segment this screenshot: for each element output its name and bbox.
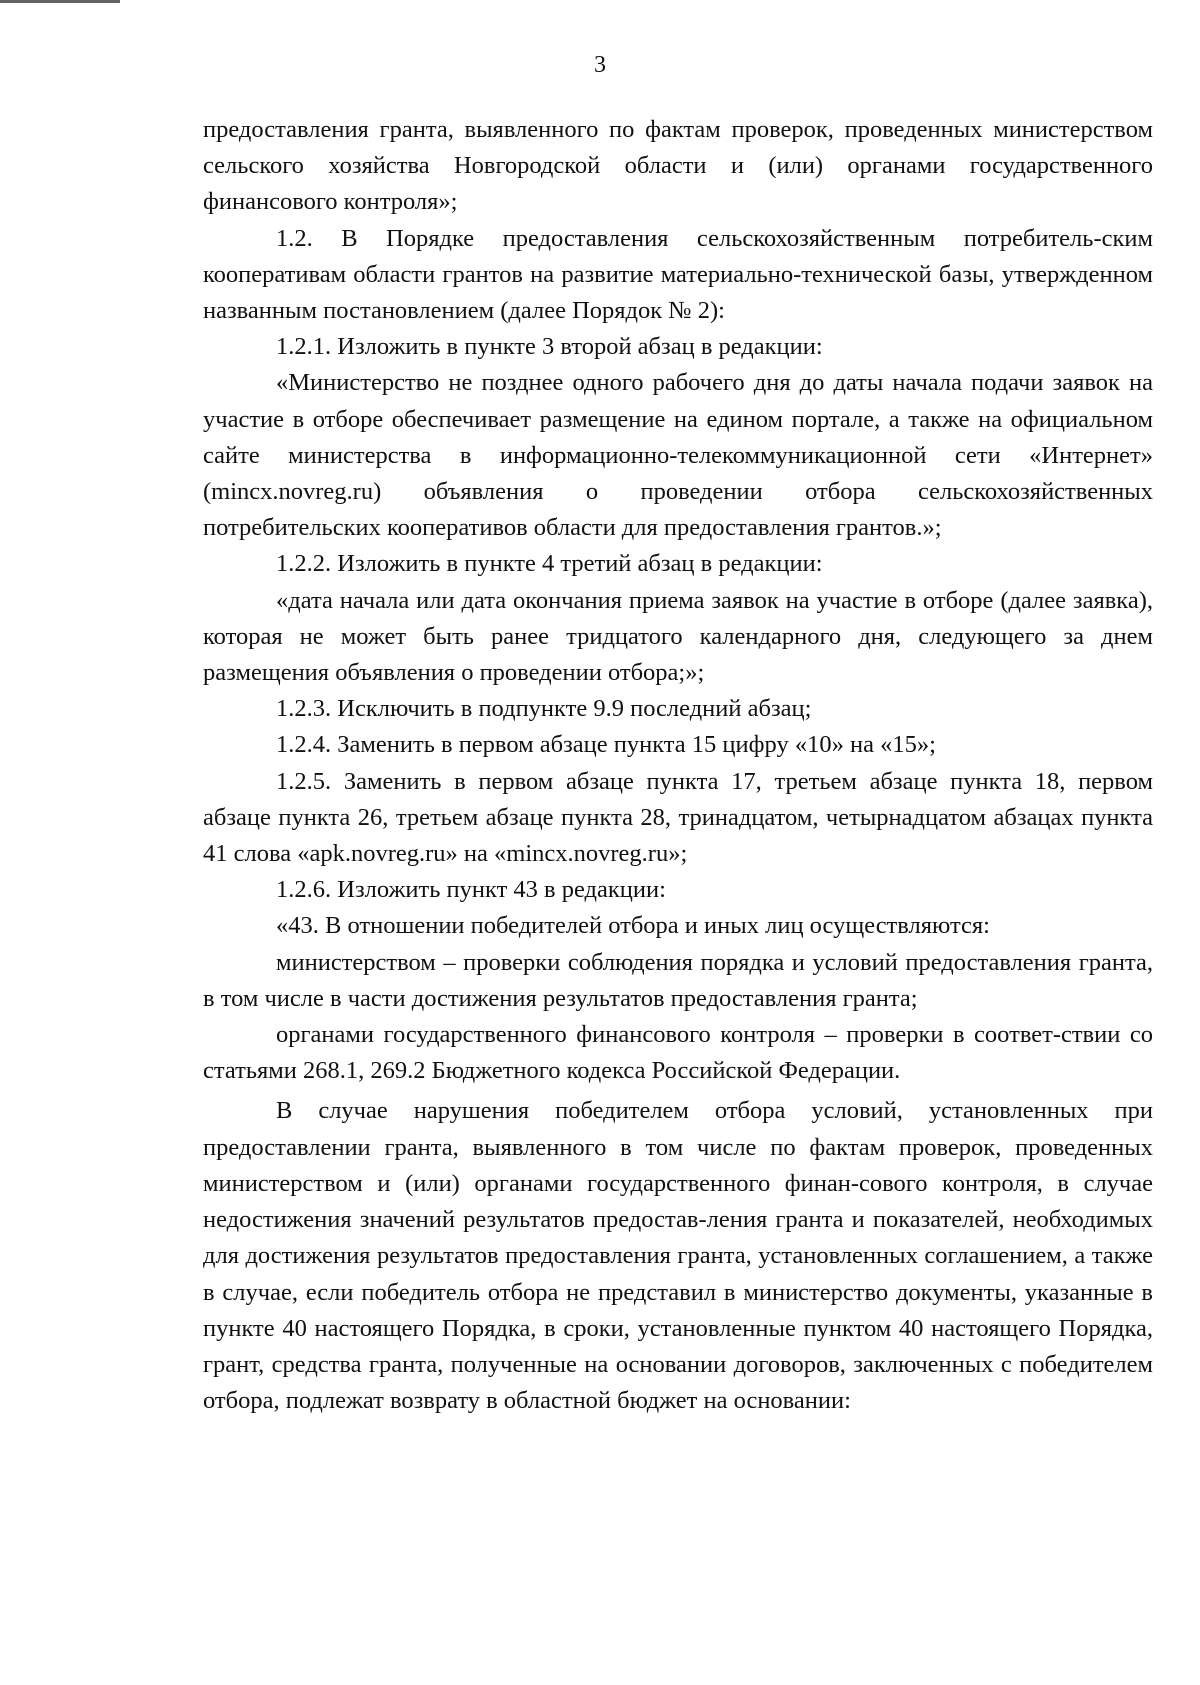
paragraph: органами государственного финансового контроля – проверки в соответ-ствии со статьями 268.1, 269.2 Бюджетного кодекса Российской Федерации. bbox=[203, 1021, 1153, 1085]
paragraph: «43. В отношении победителей отбора и иных лиц осуществляются: bbox=[276, 912, 990, 940]
paragraph: 1.2.2. Изложить в пункте 4 третий абзац в редакции: bbox=[276, 550, 823, 578]
paragraph: 1.2.6. Изложить пункт 43 в редакции: bbox=[276, 876, 666, 904]
paragraph: предоставления гранта, выявленного по фактам проверок, проведенных министерством сельского хозяйства Новгородской области и (или) органами государственного финансового контроля»; bbox=[203, 116, 1153, 216]
paragraph: 1.2.5. Заменить в первом абзаце пункта 17, третьем абзаце пункта 18, первом абзаце пункта 26, третьем абзаце пункта 28, тринадцатом, четырнадцатом абзацах пункта 41 слова «apk.novreg.ru» на «mincx.novreg.ru»; bbox=[203, 767, 1153, 868]
paragraph: 1.2.4. Заменить в первом абзаце пункта 15 цифру «10» на «15»; bbox=[276, 731, 936, 759]
document-body bbox=[203, 112, 1153, 1419]
page-number: 3 bbox=[594, 52, 606, 78]
paragraph: «Министерство не позднее одного рабочего дня до даты начала подачи заявок на участие в отборе обеспечивает размещение на едином портале, а также на официальном сайте министерства в информационно-телекоммуникационной сети «Интернет» (mincx.novreg.ru) объявления о проведении отбора сельскохозяйственных потребительских кооперативов области для предоставления грантов.»; bbox=[203, 369, 1153, 542]
paragraph: министерством – проверки соблюдения порядка и условий предоставления гранта, в том числе в части достижения результатов предоставления гранта; bbox=[203, 948, 1153, 1012]
scan-edge-mark bbox=[0, 0, 120, 3]
paragraph: 1.2. В Порядке предоставления сельскохозяйственным потребитель-ским кооперативам области грантов на развитие материально-технической базы, утвержденном названным постановлением (далее Порядок № 2): bbox=[203, 224, 1153, 325]
paragraph: 1.2.3. Исключить в подпункте 9.9 последний абзац; bbox=[276, 695, 812, 723]
paragraph: В случае нарушения победителем отбора условий, установленных при предоставлении гранта, выявленного в том числе по фактам проверок, проведенных министерством и (или) органами государственного финан-сового контроля, в случае недостижения значений результатов предостав-ления гранта и показателей, необходимых для достижения результатов предоставления гранта, установленных соглашением, а также в случае, если победитель отбора не представил в министерство документы, указанные в пункте 40 настоящего Порядка, в сроки, установленные пунктом 40 настоящего Порядка, грант, средства гранта, полученные на основании договоров, заключенных с победителем отбора, подлежат возврату в областной бюджет на основании: bbox=[203, 1097, 1153, 1415]
paragraph: «дата начала или дата окончания приема заявок на участие в отборе (далее заявка), которая не может быть ранее тридцатого календарного дня, следующего за днем размещения объявления о проведении отбора;»; bbox=[203, 586, 1153, 687]
paragraph: 1.2.1. Изложить в пункте 3 второй абзац в редакции: bbox=[276, 333, 823, 361]
